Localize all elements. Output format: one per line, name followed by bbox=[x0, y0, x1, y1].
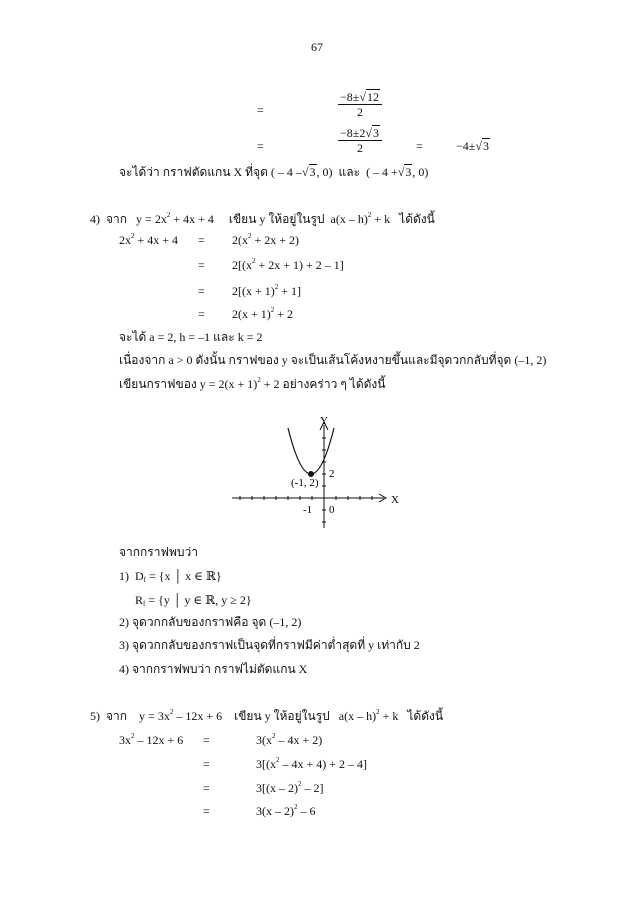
item-5-header: 5) จาก $y = 3x^2 - 12x + 6$ เขียน y ให้อยู่ในรูป a(x – h)$^2$ + k ได้ดังนี้ bbox=[90, 708, 444, 723]
since-line: เนื่องจาก a > 0 ดังนั้น กราฟของ y จะเป็นเส้นโค้งหงายขึ้นและมีจุดวกกลับที่จุด (–1, 2) bbox=[119, 353, 547, 367]
equals-sign: = bbox=[257, 139, 264, 153]
from-graph: จากกราฟพบว่า bbox=[119, 545, 198, 559]
step: 3(x – 2)$^2$ – 6 bbox=[256, 803, 316, 818]
equals-sign: = bbox=[198, 233, 205, 247]
parabola-curve bbox=[288, 428, 334, 474]
fact-2: 2) จุดวกกลับของกราฟคือ จุด (–1, 2) bbox=[119, 615, 302, 629]
step: $2(x + 1)^2 + 2$ bbox=[232, 306, 294, 321]
item-5-lhs: $3x^2 - 12x + 6$ bbox=[119, 732, 184, 747]
fact-4: 4) จากกราฟพบว่า กราฟไม่ตัดแกน X bbox=[119, 662, 308, 676]
step: $2[(x + 1)^2 + 1]$ bbox=[232, 283, 302, 298]
domain-line: 1) $D_f = \{x$ │ x ∈ ℝ} bbox=[119, 569, 222, 584]
step: $2[(x^2 + 2x + 1) + 2 - 1]$ bbox=[232, 257, 344, 272]
step: 3[(x – 2)$^2$ – 2] bbox=[256, 780, 324, 795]
step: $3[(x^2 - 4x + 4) + 2 - 4]$ bbox=[256, 756, 368, 771]
equals-sign: = bbox=[257, 103, 264, 117]
equals-sign: = bbox=[203, 757, 210, 771]
fact-3: 3) จุดวกกลับของกราฟเป็นจุดที่กราฟมีค่าต่ำสุดที่ y เท่ากับ 2 bbox=[119, 638, 420, 652]
vertex-label: (-1, 2) bbox=[291, 477, 319, 489]
item-4-header: 4) จาก $y = 2x^2 + 4x + 4$ เขียน y ให้อยู่ในรูป a(x – h)$^2$ + k ได้ดังนี้ bbox=[90, 211, 435, 226]
equals-sign: = bbox=[198, 284, 205, 298]
fraction: $\frac{-8\pm√12}{2}$ bbox=[338, 90, 382, 119]
page-number: 67 bbox=[311, 40, 323, 54]
equals-sign: = bbox=[416, 139, 423, 153]
equals-sign: = bbox=[198, 258, 205, 272]
result-value: −4±√3 bbox=[456, 139, 489, 153]
y-label: Y bbox=[320, 415, 328, 427]
equals-sign: = bbox=[203, 804, 210, 818]
conclusion-line: จะได้ว่า กราฟตัดแกน X ที่จุด ( – 4 –√3, 0) และ ( – 4 +√3, 0) bbox=[119, 165, 429, 179]
equals-sign: = bbox=[203, 733, 210, 747]
result-line: จะได้ a = 2, h = –1 และ k = 2 bbox=[119, 330, 263, 344]
tick-label-x: -1 bbox=[303, 504, 313, 516]
equals-sign: = bbox=[203, 781, 210, 795]
tick-label-y: 2 bbox=[329, 468, 335, 480]
sketch-line: เขียนกราฟของ $y = 2(x + 1)^2 + 2$ อย่างคร่าว ๆ ได้ดังนี้ bbox=[119, 376, 386, 391]
step: $3(x^2 - 4x + 2)$ bbox=[256, 732, 323, 747]
fraction: $\frac{-8\pm 2√3}{2}$ bbox=[338, 126, 382, 155]
item-4-lhs: $2x^2 + 4x + 4$ bbox=[119, 232, 179, 247]
equals-sign: = bbox=[198, 307, 205, 321]
range-line: $R_f = \{y$ │ y ∈ ℝ, y ≥ 2} bbox=[135, 593, 252, 608]
origin-label: 0 bbox=[329, 504, 335, 516]
x-label: X bbox=[391, 494, 399, 506]
step: $2(x^2 + 2x + 2)$ bbox=[232, 232, 300, 247]
